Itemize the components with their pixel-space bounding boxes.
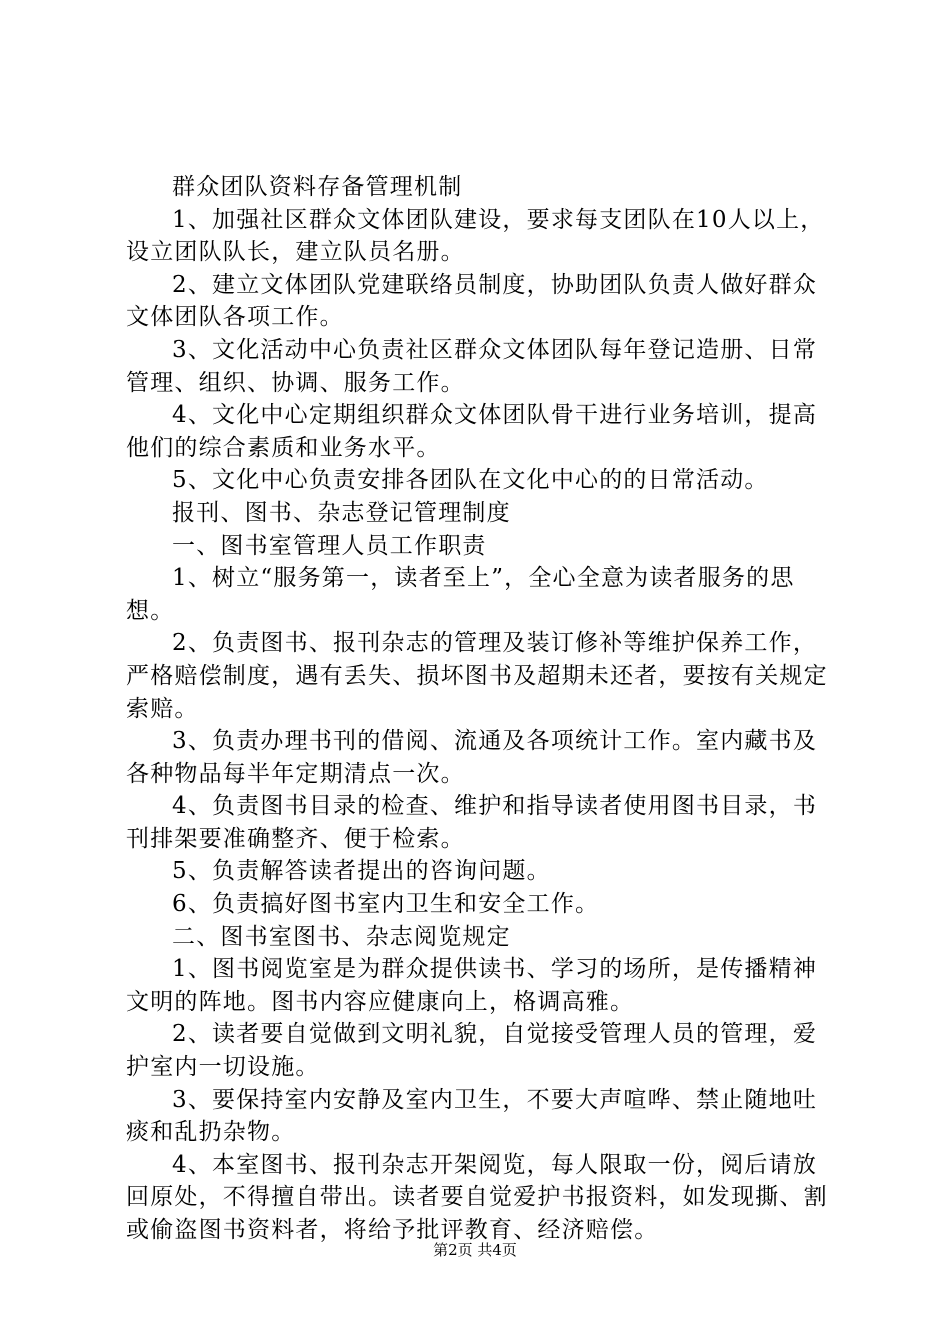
paragraph: 4、文化中心定期组织群众文体团队骨干进行业务培训，提高他们的综合素质和业务水平。: [126, 402, 818, 461]
paragraph: 3、要保持室内安静及室内卫生，不要大声喧哗、禁止随地吐痰和乱扔杂物。: [126, 1086, 818, 1146]
section-title: 报刊、图书、杂志登记管理制度: [172, 499, 511, 526]
page-number-footer: 第2页 共4页: [433, 1241, 517, 1259]
subsection-title: 一、图书室管理人员工作职责: [172, 532, 487, 559]
paragraph: 5、文化中心负责安排各团队在文化中心的的日常活动。: [172, 467, 769, 494]
paragraph: 6、负责搞好图书室内卫生和安全工作。: [172, 891, 600, 918]
paragraph: 2、负责图书、报刊杂志的管理及装订修补等维护保养工作，严格赔偿制度，遇有丢失、损坏图书及超期未还者，要按有关规定索赔。: [126, 630, 828, 722]
paragraph: 4、本室图书、报刊杂志开架阅览，每人限取一份，阅后请放回原处，不得擅自带出。读者要自觉爱护书报资料，如发现撕、割或偷盗图书资料者，将给予批评教育、经济赔偿。: [126, 1151, 828, 1243]
paragraph: 3、负责办理书刊的借阅、流通及各项统计工作。室内藏书及各种物品每半年定期清点一次。: [126, 728, 818, 787]
paragraph: 2、建立文体团队党建联络员制度，协助团队负责人做好群众文体团队各项工作。: [126, 271, 818, 331]
paragraph: 3、文化活动中心负责社区群众文体团队每年登记造册、日常管理、组织、协调、服务工作。: [126, 336, 818, 396]
paragraph: 1、图书阅览室是为群众提供读书、学习的场所，是传播精神文明的阵地。图书内容应健康向上，格调高雅。: [126, 956, 818, 1015]
paragraph: 1、树立“服务第一，读者至上”，全心全意为读者服务的思想。: [126, 565, 795, 624]
paragraph: 5、负责解答读者提出的咨询问题。: [172, 858, 551, 885]
paragraph: 4、负责图书目录的检查、维护和指导读者使用图书目录，书刊排架要准确整齐、便于检索。: [126, 793, 818, 852]
document-body: [126, 171, 836, 1247]
subsection-title: 二、图书室图书、杂志阅览规定: [172, 923, 511, 950]
section-title: 群众团队资料存备管理机制: [172, 174, 463, 200]
paragraph: 1、加强社区群众文体团队建设，要求每支团队在10人以上，设立团队队长，建立队员名册。: [126, 206, 825, 266]
paragraph: 2、读者要自觉做到文明礼貌，自觉接受管理人员的管理，爱护室内一切设施。: [126, 1021, 818, 1081]
